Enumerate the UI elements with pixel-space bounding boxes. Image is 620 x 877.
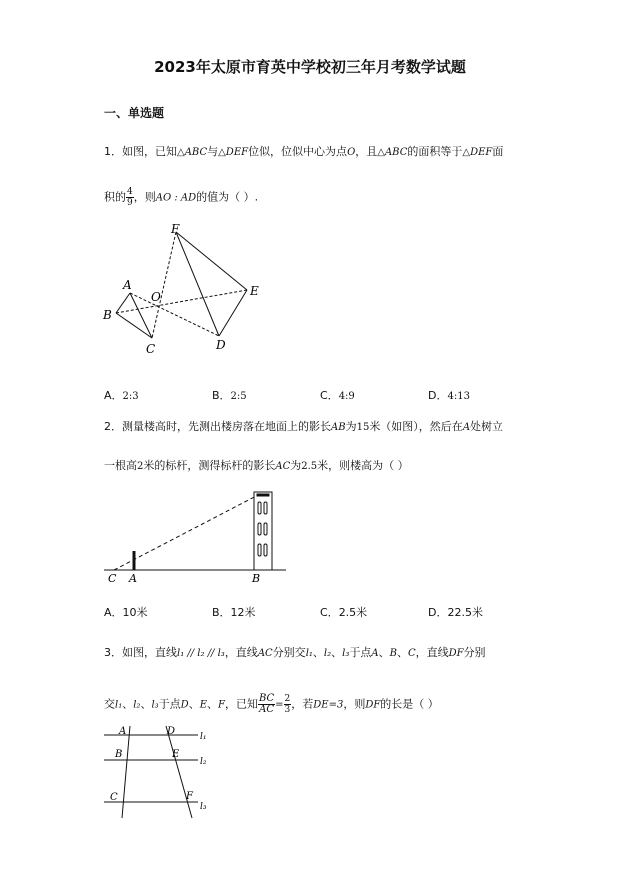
q1-text: 积的 [104, 190, 126, 204]
q2-text: 为 [290, 459, 302, 472]
q3-math: D [180, 699, 189, 711]
q2-text: 米，则楼高为（ ） [317, 459, 409, 472]
q3-text: 、 [140, 697, 152, 711]
q3-math: l₁ [305, 648, 313, 659]
q2-fig-label-C: C [108, 572, 117, 585]
q1-text: 与 [207, 145, 219, 158]
q2-math: 2 [137, 461, 144, 472]
q2-math: A [462, 422, 471, 433]
q3-text: 交 [104, 697, 115, 711]
q1-fig-label-D: D [216, 338, 226, 352]
q2-text: 2．测量楼高时，先测出楼房落在地面上的影长 [104, 420, 331, 433]
q3-math: F [218, 699, 225, 711]
q3-fig-label-C: C [110, 792, 118, 803]
q3-line2 [104, 694, 439, 715]
q1-text: 的值为（ ）. [196, 190, 259, 204]
q3-math: = [275, 699, 284, 711]
q2-math: 15 [356, 422, 370, 433]
q1-text: ，则 [133, 190, 156, 204]
q1-option-d[interactable]: D．4:13 [428, 389, 470, 402]
q1-math: AO : AD [155, 192, 197, 204]
q3-text: ，直线 [415, 646, 449, 659]
q1-line1 [104, 145, 503, 160]
q3-math: A [371, 648, 379, 659]
q2-text: 一根高 [104, 459, 137, 472]
q3-math: C [407, 648, 416, 659]
q3-math: DF [365, 699, 381, 711]
q1-math: △ABC [377, 147, 408, 158]
q3-math: l₂ [133, 699, 141, 711]
q3-math: l₃ [151, 699, 159, 711]
q1-option-c[interactable]: C．4:9 [320, 389, 355, 402]
q3-text: 于点 [158, 697, 181, 711]
q3-fig-label-E: E [172, 749, 180, 760]
q3-text: 于点 [349, 646, 372, 659]
section-heading: 一、单选题 [104, 106, 165, 120]
q3-text: 、 [122, 697, 134, 711]
q1-line2 [104, 187, 258, 208]
q3-fig-label-l2: l₂ [200, 757, 207, 767]
q3-text: 的长是（ ） [380, 697, 439, 711]
q3-text: 、 [207, 697, 218, 711]
q1-fig-label-C: C [146, 342, 156, 356]
q3-text: 分别交 [272, 646, 306, 659]
q3-text: ，则 [343, 697, 366, 711]
q1-fig-label-B: B [103, 308, 112, 322]
q1-figure [98, 220, 268, 360]
q1-math: O [347, 147, 356, 158]
q3-text: ，直线 [224, 646, 258, 659]
q3-fig-label-l3: l₃ [200, 802, 207, 812]
q2-option-b[interactable]: B．12米 [212, 606, 256, 619]
q1-fraction: $\frac{4}{9}$ [127, 187, 133, 208]
q2-text: 米（如图），然后在 [369, 420, 463, 433]
q2-figure [100, 488, 295, 586]
q3-math: B [389, 648, 397, 659]
q1-text: ，且 [355, 145, 378, 158]
q2-text: 处树立 [470, 420, 504, 433]
q1-text: 位似，位似中心为点 [248, 145, 348, 158]
q3-figure [100, 722, 220, 820]
q3-fraction-2: $\frac{2}{3}$ [284, 694, 291, 715]
q3-text: 3．如图，直线 [104, 646, 177, 659]
q2-text: 为 [345, 420, 357, 433]
q1-option-a[interactable]: A．2:3 [104, 389, 139, 402]
q3-math: l₃ [342, 648, 350, 659]
q3-fig-label-D: D [167, 726, 176, 737]
q3-line1 [104, 646, 486, 661]
q1-text: 的面积等于 [407, 145, 463, 158]
q2-math: AC [275, 461, 291, 472]
q3-fig-label-B: B [115, 749, 123, 760]
q3-math: l₁ [115, 699, 123, 711]
q3-text: 、 [312, 646, 324, 659]
q1-text: 1．如图，已知 [104, 145, 177, 158]
q3-text: 、 [396, 646, 408, 659]
q2-line2 [104, 459, 409, 474]
q2-option-a[interactable]: A．10米 [104, 606, 148, 619]
q2-math: AB [331, 422, 346, 433]
q3-math: l₂ [323, 648, 332, 659]
q2-text: 米的标杆，测得标杆的影长 [143, 459, 276, 472]
q3-math: l₁ // l₂ // l₃ [177, 648, 225, 659]
q1-fig-label-A: A [123, 278, 132, 292]
q3-math: E [199, 699, 207, 711]
q1-math: △ABC [177, 147, 208, 158]
q2-fig-label-A: A [129, 572, 137, 585]
q3-fraction: $\frac{BC}{AC}$ [258, 693, 275, 715]
q3-fig-label-F: F [186, 791, 193, 802]
q3-text: ，已知 [224, 697, 258, 711]
q3-text: 、 [331, 646, 343, 659]
q1-fig-label-F: F [171, 222, 180, 236]
q1-fig-label-E: E [250, 284, 259, 298]
q3-fig-label-A: A [119, 726, 127, 737]
q2-fig-label-B: B [252, 572, 261, 585]
q3-math: DE=3 [313, 699, 344, 711]
q1-fig-label-O: O [151, 290, 161, 304]
q2-math: 2.5 [301, 461, 318, 472]
q2-option-d[interactable]: D．22.5米 [428, 606, 483, 619]
page-title: 2023年太原市育英中学校初三年月考数学试题 [154, 58, 466, 76]
q3-math: AC [257, 648, 273, 659]
q3-fig-label-l1: l₁ [200, 732, 207, 742]
q3-text: ，若 [291, 697, 314, 711]
q3-text: 、 [188, 697, 200, 711]
q3-text: 、 [378, 646, 390, 659]
q1-math: △DEF [218, 147, 249, 158]
q1-text: 面 [492, 145, 504, 158]
q2-line1 [104, 420, 503, 435]
q2-option-c[interactable]: C．2.5米 [320, 606, 368, 619]
q3-math: DF [448, 648, 464, 659]
q1-option-b[interactable]: B．2:5 [212, 389, 247, 402]
q1-math: △DEF [462, 147, 493, 158]
q3-text: 分别 [463, 646, 486, 659]
